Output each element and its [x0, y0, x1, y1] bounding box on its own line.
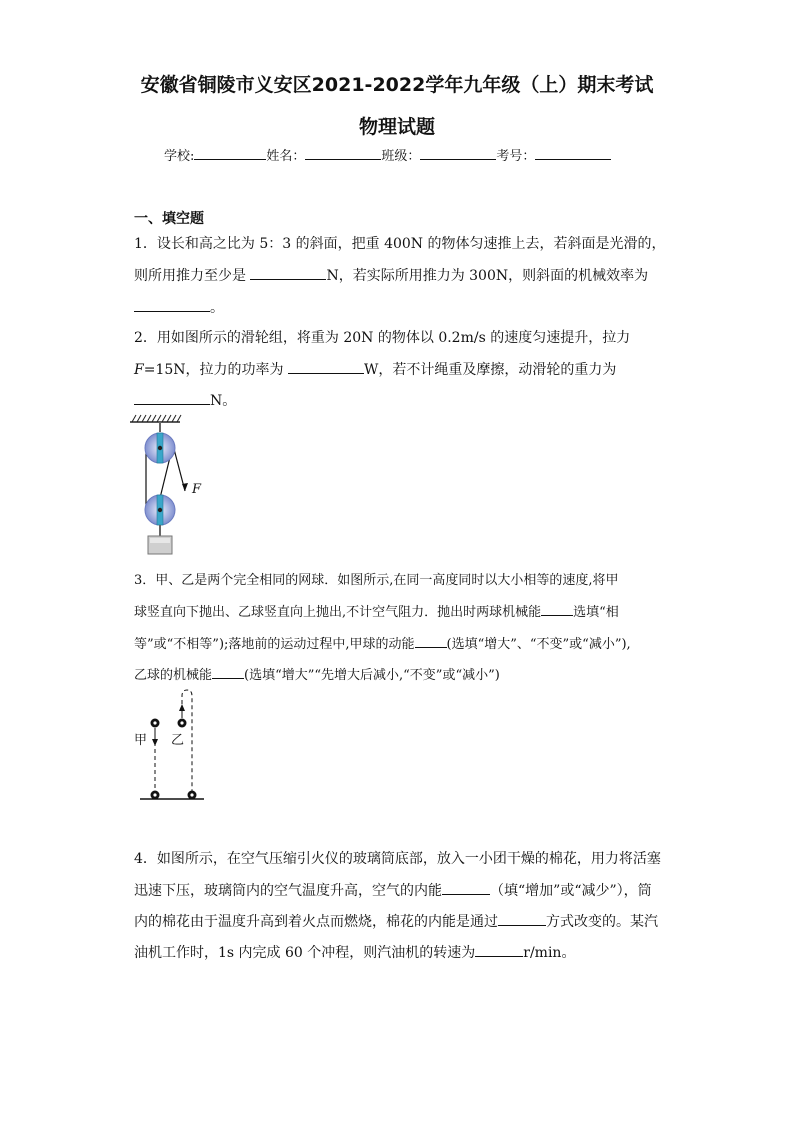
- q3-text-b: 选填“相: [573, 605, 619, 620]
- label-yi: 乙: [171, 733, 185, 748]
- q3-blank-2[interactable]: [415, 633, 447, 648]
- q2-force-var: F: [134, 362, 144, 378]
- q3-text-d: (选填“增大”、“不变”或“减小”),: [446, 637, 631, 652]
- q4-text-b: （填“增加”或“减少”），筒: [490, 883, 652, 899]
- q1-line2: [134, 265, 648, 285]
- q1-text-b: N，若实际所用推力为 300N，则斜面的机械效率为: [326, 268, 649, 284]
- school-blank[interactable]: [194, 146, 266, 160]
- q4-text-a: 迅速下压，玻璃筒内的空气温度升高，空气的内能: [134, 883, 442, 899]
- q3-blank-1[interactable]: [541, 601, 573, 616]
- q2-text-b: W，若不计绳重及摩擦，动滑轮的重力为: [363, 362, 617, 378]
- q4-blank-2[interactable]: [498, 911, 546, 926]
- q3-text-c: 等”或“不相等”);落地前的运动过程中,甲球的动能: [134, 637, 415, 652]
- q2-text-c: N。: [210, 393, 237, 409]
- q4-text-e: 油机工作时，1s 内完成 60 个冲程，则汽油机的转速为: [134, 945, 476, 961]
- q3-line1: 3．甲、乙是两个完全相同的网球．如图所示,在同一高度同时以大小相等的速度,将甲: [134, 573, 619, 588]
- number-blank[interactable]: [535, 146, 611, 160]
- q4-text-d: 方式改变的。某汽: [546, 914, 658, 930]
- q2-line3: [134, 390, 236, 410]
- q4-text-c: 内的棉花由于温度升高到着火点而燃烧，棉花的内能是通过: [134, 914, 498, 930]
- name-blank[interactable]: [305, 146, 381, 160]
- q3-line4: [134, 664, 500, 683]
- exam-subtitle: 物理试题: [358, 116, 435, 138]
- pulley-figure: [128, 412, 218, 560]
- q1-text-a: 则所用推力至少是: [134, 268, 251, 284]
- q4-blank-3[interactable]: [475, 942, 523, 957]
- q3-blank-3[interactable]: [212, 664, 244, 679]
- exam-title: 安徽省铜陵市义安区2021-2022学年九年级（上）期末考试: [140, 74, 654, 96]
- q1-blank-1[interactable]: [250, 265, 326, 280]
- q1-line1: 1．设长和高之比为 5：3 的斜面，把重 400N 的物体匀速推上去，若斜面是光滑的，: [134, 236, 666, 252]
- q4-line2: [134, 880, 652, 900]
- q1-text-c: 。: [210, 300, 224, 316]
- q2-text-a: =15N，拉力的功率为: [143, 362, 288, 378]
- name-label: 姓名：: [266, 149, 306, 164]
- section-title: 一、填空题: [134, 211, 204, 227]
- q4-text-f: r/min。: [523, 945, 576, 961]
- q3-line2: [134, 601, 619, 620]
- q4-line3: [134, 911, 658, 931]
- q2-line1: 2．用如图所示的滑轮组，将重为 20N 的物体以 0.2m/s 的速度匀速提升，拉力: [134, 330, 631, 346]
- label-jia: 甲: [134, 733, 148, 748]
- q3-text-f: (选填“增大”“先增大后减小,“不变”或“减小”): [244, 668, 500, 683]
- class-label: 班级：: [381, 149, 421, 164]
- class-blank[interactable]: [420, 146, 496, 160]
- q2-blank-2[interactable]: [134, 390, 210, 405]
- q4-line4: [134, 942, 575, 962]
- q1-line3: [134, 297, 224, 317]
- q3-text-a: 球竖直向下抛出、乙球竖直向上抛出,不计空气阻力．抛出时两球机械能: [134, 605, 542, 620]
- q3-line3: [134, 633, 631, 652]
- q4-line1: 4．如图所示，在空气压缩引火仪的玻璃筒底部，放入一小团干燥的棉花，用力将活塞: [134, 851, 661, 867]
- q1-blank-2[interactable]: [134, 297, 210, 312]
- q3-text-e: 乙球的机械能: [134, 668, 213, 683]
- q2-blank-1[interactable]: [288, 359, 364, 374]
- q2-line2: [134, 359, 616, 379]
- force-label: F: [192, 482, 202, 497]
- q4-blank-1[interactable]: [442, 880, 490, 895]
- ceiling-hatch: [130, 415, 181, 422]
- student-info-row: [164, 145, 611, 164]
- number-label: 考号：: [496, 149, 536, 164]
- tennis-ball-figure: [130, 688, 220, 808]
- school-label: 学校:: [164, 149, 195, 164]
